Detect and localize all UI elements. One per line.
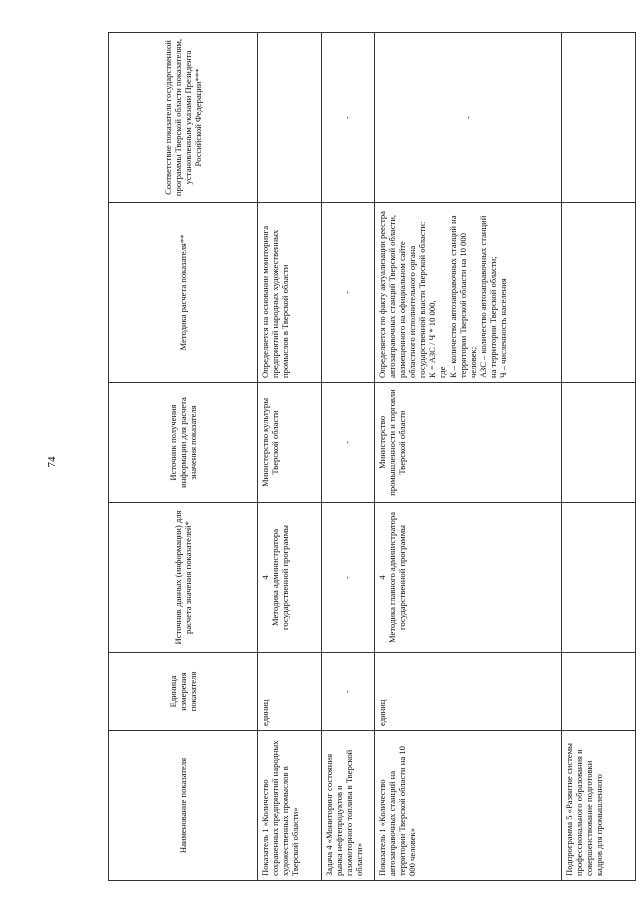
unit-cell: единиц <box>374 653 561 731</box>
method-cell <box>561 203 635 383</box>
data-source-cell <box>561 503 635 653</box>
header-unit: Единица измерения показателя <box>109 653 258 731</box>
header-data-sources: Источник данных (информации) для расчета значения показателей* <box>109 503 258 653</box>
compliance-cell <box>561 33 635 203</box>
info-source-cell: Министерство культуры Тверской области <box>257 383 321 503</box>
table-row <box>374 33 561 881</box>
compliance-cell <box>257 33 321 203</box>
table-row <box>561 33 635 881</box>
compliance-cell: - <box>321 33 374 203</box>
table-row <box>257 33 321 881</box>
method-cell: Определяется по факту актуализации реестра автозаправочных станций Тверской области, размещенного на официальном сайте областного исполнительного органа государственной власти Тверской области: К = АЗС / Ч * 10 000, где К – количество автозаправочных станций на территории Тверской области на 10 000 человек; АЗС – количество автозаправочных станций на территории Тверской области; Ч – численность населения <box>374 203 561 383</box>
info-source-cell: - <box>321 383 374 503</box>
data-source-cell <box>321 503 374 653</box>
table-row <box>321 33 374 881</box>
table-header-row <box>109 33 258 881</box>
indicator-name: Показатель 1 «Количество сохраненных предприятий народных художественных промыслов в Тверской области» <box>257 731 321 881</box>
header-name: Наименование показателя <box>109 731 258 881</box>
method-cell: - <box>321 203 374 383</box>
data-source-text: Методика администратора государственной программы <box>269 525 291 630</box>
compliance-cell: - <box>374 33 561 203</box>
subprogram-name: Подпрограмма 5 «Развитие системы профессионального образования и совершенствование подготовки кадров для промышленного <box>561 731 635 881</box>
page-number: 74 <box>46 456 58 468</box>
rotated-table-wrapper <box>108 33 636 881</box>
data-source-cell <box>257 503 321 653</box>
header-method: Методика расчета показателя** <box>109 203 258 383</box>
data-source-code: - <box>342 576 353 579</box>
unit-cell: - <box>321 653 374 731</box>
info-source-cell: Министерство промышленности и торговли Тверской области <box>374 383 561 503</box>
task-name: Задача 4 «Мониторинг состояния рынка нефтепродуктов и газомоторного топлива в Тверской области» <box>321 731 374 881</box>
data-source-text: Методика главного администратора государственной программы <box>386 512 407 643</box>
indicator-name: Показатель 1 «Количество автозаправочных станций на территории Тверской области на 10 000 человек» <box>374 731 561 881</box>
data-source-cell <box>374 503 561 653</box>
unit-cell <box>561 653 635 731</box>
data-source-code: 4 <box>259 575 270 580</box>
indicators-table <box>108 32 636 881</box>
method-cell: Определяется на основании мониторинга предприятий народных художественных промыслов в Тверской области <box>257 203 321 383</box>
header-compliance: Соответствие показателя государственной программы Тверской области показателям, установленным указами Президента Российской Федерации*** <box>109 33 258 203</box>
data-source-code: 4 <box>376 575 387 580</box>
unit-cell: единиц <box>257 653 321 731</box>
header-info-sources: Источник получения информации для расчета значения показателя <box>109 383 258 503</box>
info-source-cell <box>561 383 635 503</box>
